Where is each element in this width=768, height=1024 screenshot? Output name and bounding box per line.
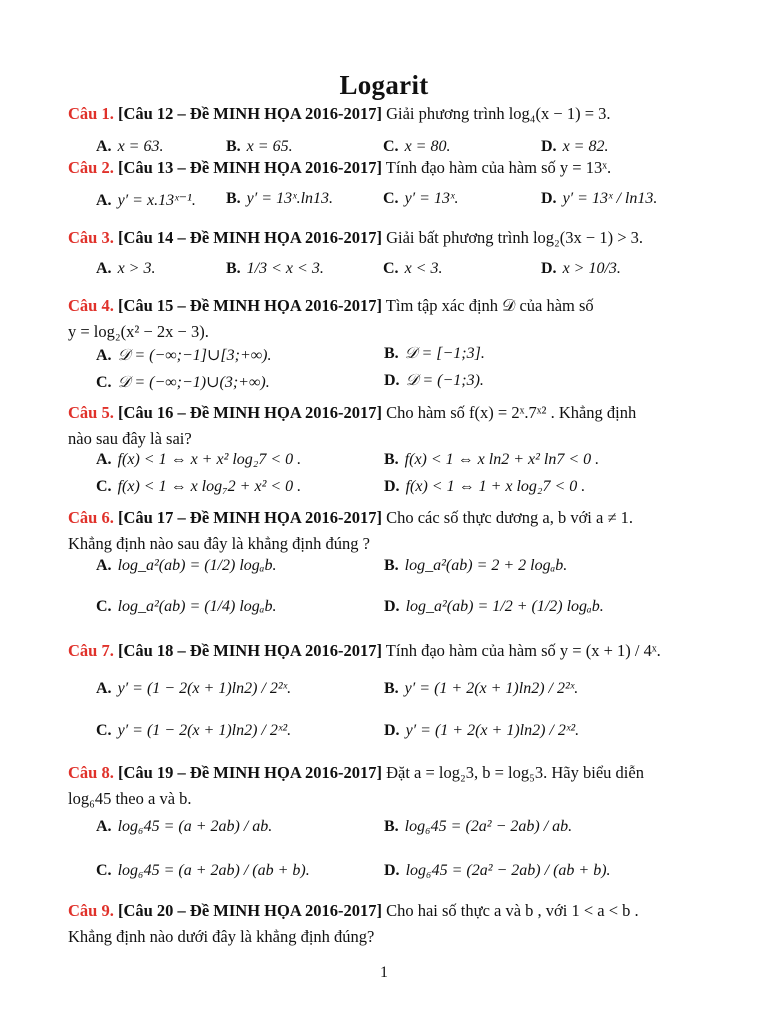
- option-label: A.: [96, 192, 112, 209]
- option-text: 𝒟 = (−1;3).: [405, 372, 484, 389]
- question-number: Câu 9.: [68, 901, 114, 920]
- option-label: D.: [384, 722, 400, 739]
- option-label: C.: [383, 190, 399, 207]
- answer-option-c[interactable]: [96, 372, 270, 392]
- option-text: x > 10/3.: [562, 260, 621, 277]
- option-text: 𝒟 = (−∞;−1)∪(3;+∞).: [117, 374, 270, 391]
- option-label: A.: [96, 347, 112, 364]
- question-4: [68, 293, 704, 345]
- answer-option-c[interactable]: [96, 722, 291, 740]
- option-text: x = 82.: [562, 138, 609, 155]
- option-text: x = 63.: [117, 138, 164, 155]
- question-7: [68, 638, 704, 664]
- option-text: log_a²(ab) = 2 + 2 logₐb.: [404, 557, 568, 574]
- option-text: 𝒟 = (−∞;−1]∪[3;+∞).: [117, 347, 272, 364]
- answer-option-b[interactable]: [384, 451, 599, 469]
- question-text: Tính đạo hàm của hàm số y = 13ˣ.: [381, 158, 612, 177]
- option-text: log₆45 = (a + 2ab) / ab.: [117, 818, 273, 835]
- question-8: [68, 760, 704, 812]
- option-label: C.: [383, 260, 399, 277]
- answer-option-c[interactable]: [96, 598, 276, 616]
- question-source: [Câu 17 – Đề MINH HỌA 2016-2017]: [117, 508, 382, 527]
- option-label: A.: [96, 680, 112, 697]
- answer-option-c[interactable]: [383, 138, 450, 156]
- option-text: y′ = 13ˣ.: [404, 190, 459, 207]
- option-label: A.: [96, 138, 112, 155]
- option-text: y′ = (1 − 2(x + 1)ln2) / 2ˣ².: [117, 722, 292, 739]
- option-label: C.: [96, 862, 112, 879]
- question-number: Câu 5.: [68, 403, 114, 422]
- question-3: [68, 225, 704, 251]
- option-label: D.: [384, 862, 400, 879]
- answer-option-d[interactable]: [384, 722, 579, 740]
- option-label: B.: [384, 557, 399, 574]
- answer-option-b[interactable]: [384, 680, 578, 698]
- question-source: [Câu 16 – Đề MINH HỌA 2016-2017]: [117, 403, 382, 422]
- question-text-continued: nào sau đây là sai?: [68, 429, 192, 448]
- answer-option-a[interactable]: [96, 680, 291, 698]
- option-label: B.: [384, 451, 399, 468]
- question-source: [Câu 13 – Đề MINH HỌA 2016-2017]: [117, 158, 382, 177]
- question-source: [Câu 20 – Đề MINH HỌA 2016-2017]: [117, 901, 382, 920]
- option-text: f(x) < 1 ⇔ x + x² log₂7 < 0 .: [117, 451, 302, 468]
- option-label: C.: [383, 138, 399, 155]
- option-label: A.: [96, 818, 112, 835]
- option-text: f(x) < 1 ⇔ x ln2 + x² ln7 < 0 .: [404, 451, 600, 468]
- option-text: y′ = x.13ˣ⁻¹.: [117, 192, 196, 209]
- answer-option-d[interactable]: [541, 260, 621, 278]
- question-text: Đặt a = log₂3, b = log₅3. Hãy biểu diễn: [381, 763, 644, 782]
- option-label: A.: [96, 451, 112, 468]
- option-text: y′ = 13ˣ / ln13.: [562, 190, 658, 207]
- answer-option-c[interactable]: [383, 260, 442, 278]
- answer-option-d[interactable]: [384, 478, 585, 496]
- option-text: x = 80.: [404, 138, 451, 155]
- question-text: Tính đạo hàm của hàm số y = (x + 1) / 4ˣ.: [381, 641, 661, 660]
- option-label: A.: [96, 557, 112, 574]
- question-source: [Câu 14 – Đề MINH HỌA 2016-2017]: [117, 228, 382, 247]
- answer-option-d[interactable]: [541, 190, 657, 208]
- question-source: [Câu 12 – Đề MINH HỌA 2016-2017]: [117, 104, 382, 123]
- question-text-continued: log₆45 theo a và b.: [68, 789, 192, 808]
- option-text: y′ = (1 − 2(x + 1)ln2) / 2²ˣ.: [117, 680, 292, 697]
- option-text: y′ = (1 + 2(x + 1)ln2) / 2²ˣ.: [404, 680, 579, 697]
- option-text: x = 65.: [246, 138, 293, 155]
- option-label: B.: [226, 260, 241, 277]
- question-text: Cho hàm số f(x) = 2ˣ.7ˣ² . Khẳng định: [381, 403, 637, 422]
- answer-option-c[interactable]: [96, 862, 310, 880]
- option-label: D.: [384, 478, 400, 495]
- question-text-continued: y = log₂(x² − 2x − 3).: [68, 322, 209, 341]
- question-text-continued: Khẳng định nào sau đây là khẳng định đúng ?: [68, 534, 370, 553]
- option-text: log_a²(ab) = 1/2 + (1/2) logₐb.: [405, 598, 604, 615]
- question-source: [Câu 18 – Đề MINH HỌA 2016-2017]: [117, 641, 382, 660]
- option-label: B.: [226, 190, 241, 207]
- option-label: B.: [384, 680, 399, 697]
- answer-option-b[interactable]: [384, 557, 567, 575]
- answer-option-b[interactable]: [226, 260, 324, 278]
- option-label: B.: [226, 138, 241, 155]
- question-text: Cho hai số thực a và b , với 1 < a < b .: [381, 901, 639, 920]
- option-text: log₆45 = (2a² − 2ab) / (ab + b).: [405, 862, 611, 879]
- option-text: f(x) < 1 ⇔ x log₇2 + x² < 0 .: [117, 478, 302, 495]
- option-label: B.: [384, 345, 399, 362]
- question-number: Câu 3.: [68, 228, 114, 247]
- option-label: A.: [96, 260, 112, 277]
- question-2: [68, 155, 704, 181]
- question-text: Cho các số thực dương a, b với a ≠ 1.: [381, 508, 634, 527]
- option-text: 1/3 < x < 3.: [246, 260, 324, 277]
- option-text: log_a²(ab) = (1/2) logₐb.: [117, 557, 277, 574]
- option-text: y′ = (1 + 2(x + 1)ln2) / 2ˣ².: [405, 722, 580, 739]
- option-text: x < 3.: [404, 260, 443, 277]
- answer-option-a[interactable]: [96, 260, 155, 278]
- question-number: Câu 1.: [68, 104, 114, 123]
- answer-option-a[interactable]: [96, 818, 272, 836]
- option-label: B.: [384, 818, 399, 835]
- option-text: y′ = 13ˣ.ln13.: [246, 190, 334, 207]
- question-number: Câu 6.: [68, 508, 114, 527]
- answer-option-a[interactable]: [96, 557, 276, 575]
- answer-option-c[interactable]: [383, 190, 458, 208]
- question-6: [68, 505, 704, 557]
- option-text: log₆45 = (2a² − 2ab) / ab.: [404, 818, 573, 835]
- option-label: D.: [541, 190, 557, 207]
- question-9: [68, 898, 704, 950]
- option-label: C.: [96, 722, 112, 739]
- answer-option-d[interactable]: [384, 598, 604, 616]
- option-label: D.: [541, 138, 557, 155]
- answer-option-b[interactable]: [384, 345, 485, 363]
- answer-option-d[interactable]: [541, 138, 608, 156]
- option-text: log₆45 = (a + 2ab) / (ab + b).: [117, 862, 310, 879]
- question-number: Câu 7.: [68, 641, 114, 660]
- option-text: log_a²(ab) = (1/4) logₐb.: [117, 598, 277, 615]
- option-text: f(x) < 1 ⇔ 1 + x log₂7 < 0 .: [405, 478, 586, 495]
- question-number: Câu 4.: [68, 296, 114, 315]
- question-number: Câu 2.: [68, 158, 114, 177]
- answer-option-d[interactable]: [384, 372, 484, 390]
- option-text: 𝒟 = [−1;3].: [404, 345, 485, 362]
- option-text: x > 3.: [117, 260, 156, 277]
- question-number: Câu 8.: [68, 763, 114, 782]
- answer-option-b[interactable]: [226, 190, 333, 208]
- answer-option-d[interactable]: [384, 862, 611, 880]
- question-text: Giải phương trình log₄(x − 1) = 3.: [381, 104, 611, 123]
- answer-option-a[interactable]: [96, 138, 163, 156]
- question-source: [Câu 15 – Đề MINH HỌA 2016-2017]: [117, 296, 382, 315]
- question-source: [Câu 19 – Đề MINH HỌA 2016-2017]: [117, 763, 382, 782]
- option-label: C.: [96, 374, 112, 391]
- option-label: D.: [384, 598, 400, 615]
- answer-option-a[interactable]: [96, 190, 196, 210]
- answer-option-a[interactable]: [96, 345, 272, 365]
- page-title: Logarit: [339, 70, 429, 100]
- answer-option-b[interactable]: [226, 138, 293, 156]
- question-1: [68, 101, 704, 127]
- option-label: D.: [541, 260, 557, 277]
- question-text-continued: Khẳng định nào dưới đây là khẳng định đúng?: [68, 927, 375, 946]
- option-label: D.: [384, 372, 400, 389]
- page-number: 1: [380, 964, 388, 981]
- question-text: Tìm tập xác định 𝒟 của hàm số: [381, 296, 594, 315]
- option-label: C.: [96, 598, 112, 615]
- answer-option-c[interactable]: [96, 478, 301, 496]
- answer-option-b[interactable]: [384, 818, 572, 836]
- question-text: Giải bất phương trình log₂(3x − 1) > 3.: [381, 228, 644, 247]
- option-label: C.: [96, 478, 112, 495]
- question-5: [68, 400, 704, 452]
- answer-option-a[interactable]: [96, 451, 301, 469]
